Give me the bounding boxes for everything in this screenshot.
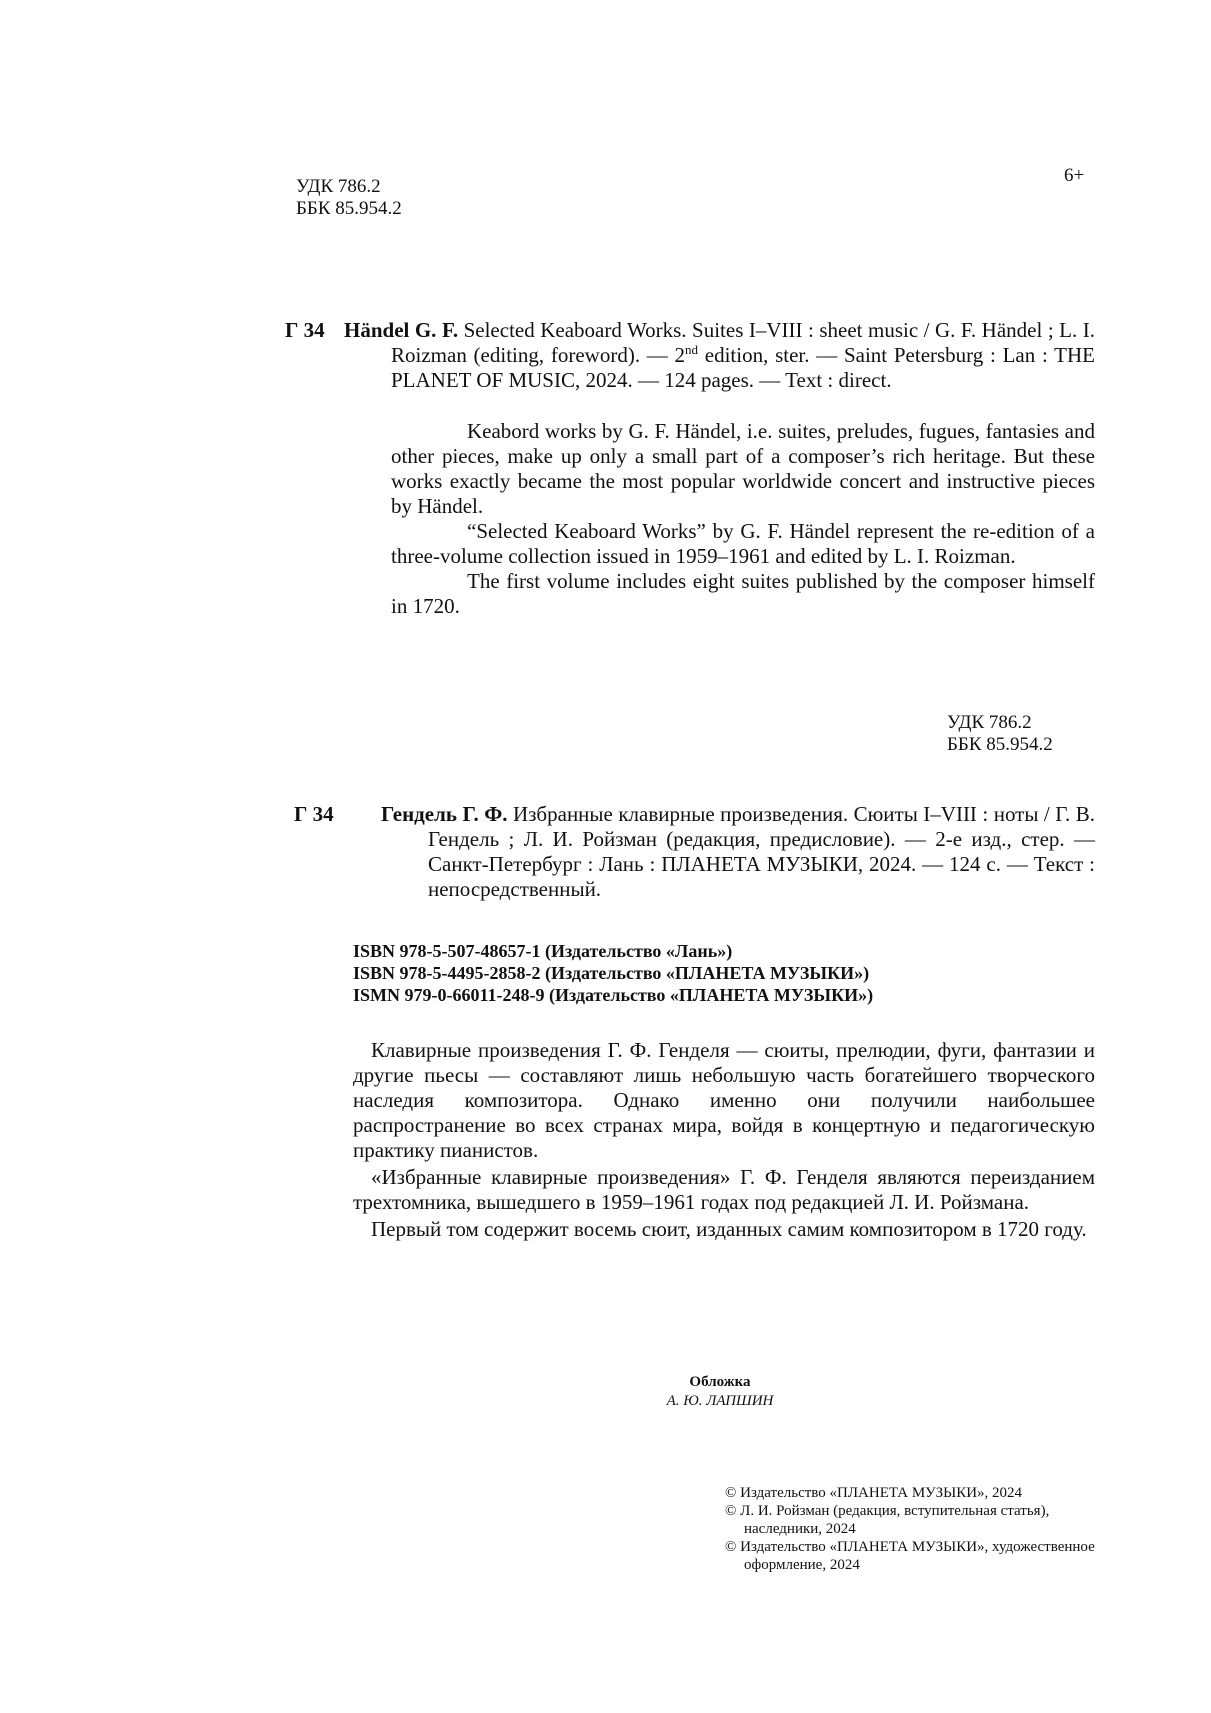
copyright-block: [725, 1484, 1125, 1574]
age-rating: 6+: [1064, 165, 1085, 186]
copyright-line: © Издательство «ПЛАНЕТА МУЗЫКИ», художественное оформление, 2024: [725, 1539, 1095, 1573]
english-abstract-2: “Selected Keaboard Works” by G. F. Händel represent the re-edition of a three-volume collection issued in 1959–1961 and edited by L. I. Roizman.: [391, 519, 1095, 568]
english-abstract-1: Keabord works by G. F. Händel, i.e. suites, preludes, fugues, fantasies and other pieces, make up only a small part of a composer’s rich heritage. But these works exactly became the most popular worldwide concert and instructive pieces by Händel.: [391, 419, 1095, 518]
udk-code: УДК 786.2: [947, 712, 1032, 733]
russian-abstract: [353, 1038, 1095, 1242]
english-catalog-code: Г 34: [285, 318, 325, 342]
bbk-code: ББК 85.954.2: [947, 734, 1053, 755]
russian-catalog-code: Г 34: [294, 802, 334, 826]
copyright-line: © Издательство «ПЛАНЕТА МУЗЫКИ», 2024: [725, 1485, 1023, 1501]
english-abstract-3: The first volume includes eight suites published by the composer himself in 1720.: [391, 569, 1095, 618]
udk-code: УДК 786.2: [296, 176, 381, 197]
mid-classification-codes: [947, 712, 1053, 756]
cover-credit: [560, 1373, 880, 1411]
english-entry: [344, 318, 1095, 619]
bbk-code: ББК 85.954.2: [296, 198, 402, 219]
english-bibliographic-record: Händel G. F. Selected Keaboard Works. Suites I–VIII : sheet music / G. F. Händel ; L. I. Roizman (editing, foreword). — 2nd edition, ster. — Saint Petersburg : Lan : THE PLANET OF MUSIC, 2024. — 124 pages. — Text : direct.: [344, 318, 1095, 392]
isbn-planeta: ISBN 978-5-4495-2858-2 (Издательство «ПЛАНЕТА МУЗЫКИ»): [353, 963, 870, 983]
russian-abstract-3: Первый том содержит восемь сюит, изданных самим композитором в 1720 году.: [371, 1217, 1087, 1241]
ismn-planeta: ISMN 979-0-66011-248-9 (Издательство «ПЛАНЕТА МУЗЫКИ»): [353, 985, 874, 1005]
isbn-block: [353, 940, 873, 1006]
cover-artist: А. Ю. ЛАПШИН: [666, 1393, 774, 1409]
russian-bibliographic-record: Гендель Г. Ф. Избранные клавирные произведения. Сюиты I–VIII : ноты / Г. В. Гендель ; Л. И. Ройзман (редакция, предисловие). — 2-е изд., стер. — Санкт-Петербург : Лань : ПЛАНЕТА МУЗЫКИ, 2024. — 124 с. — Текст : непосредственный.: [381, 802, 1095, 901]
english-author: Händel G. F.: [344, 318, 459, 342]
russian-author: Гендель Г. Ф.: [381, 802, 508, 826]
top-classification-codes: [296, 176, 402, 220]
cover-title: Обложка: [689, 1374, 751, 1390]
isbn-lan: ISBN 978-5-507-48657-1 (Издательство «Лань»): [353, 941, 733, 961]
russian-abstract-2: «Избранные клавирные произведения» Г. Ф. Генделя являются переизданием трехтомника, вышедшего в 1959–1961 годах под редакцией Л. И. Ройзмана.: [353, 1165, 1095, 1214]
copyright-line: © Л. И. Ройзман (редакция, вступительная статья), наследники, 2024: [725, 1503, 1050, 1537]
russian-entry: [381, 802, 1095, 902]
russian-abstract-1: Клавирные произведения Г. Ф. Генделя — сюиты, прелюдии, фуги, фантазии и другие пьесы — составляют лишь небольшую часть богатейшего творческого наследия композитора. Однако именно они получили наибольшее распространение во всех странах мира, войдя в концертную и педагогическую практику пианистов.: [353, 1038, 1095, 1162]
